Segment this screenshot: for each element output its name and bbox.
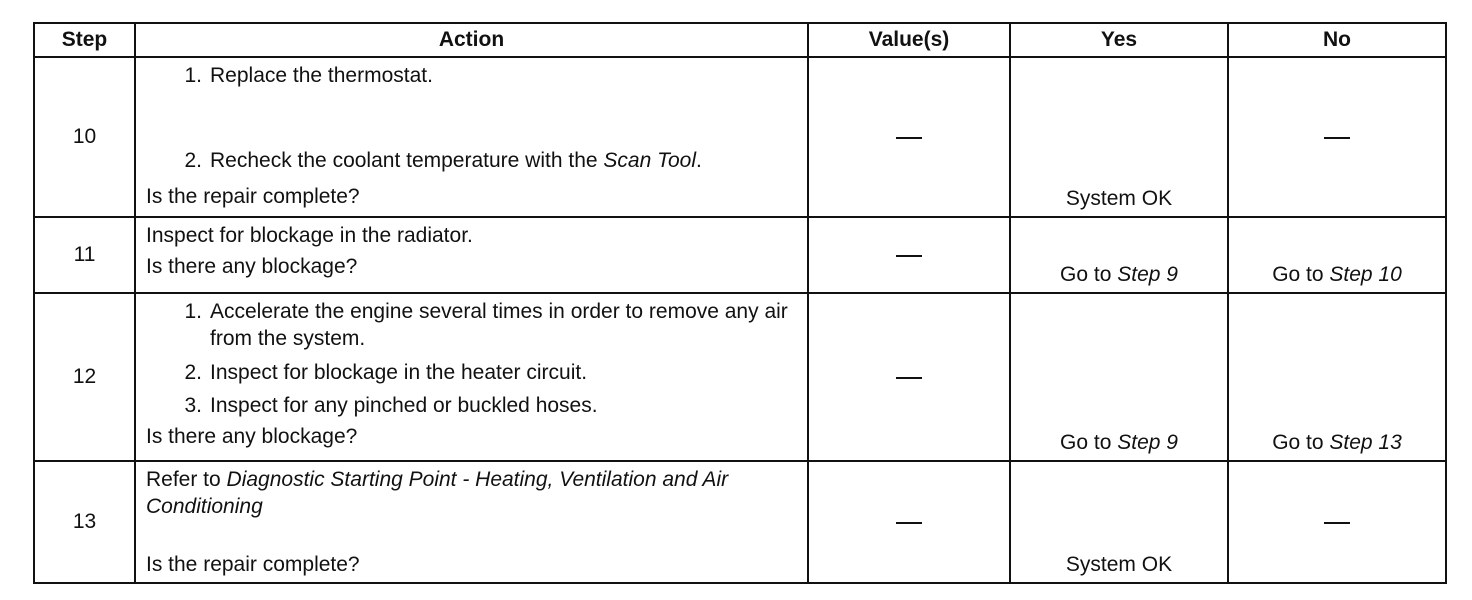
table-row — [34, 217, 1446, 293]
header-action: Action — [135, 23, 808, 57]
action-cell — [135, 57, 808, 217]
header-row — [34, 23, 1446, 57]
step-number: 10 — [34, 57, 135, 217]
header-no: No — [1228, 23, 1446, 57]
header-yes: Yes — [1010, 23, 1228, 57]
item-text: Inspect for any pinched or buckled hoses. — [210, 393, 598, 417]
dash-mark — [896, 377, 922, 379]
header-values: Value(s) — [808, 23, 1010, 57]
action-item — [146, 298, 797, 353]
item-number: 2. — [184, 360, 202, 384]
table-row — [34, 293, 1446, 461]
header-step: Step — [34, 23, 135, 57]
action-question: Is the repair complete? — [146, 184, 360, 208]
item-text: Inspect for blockage in the heater circuit. — [210, 360, 588, 384]
no-cell: Go to Step 10 — [1228, 217, 1446, 293]
item-number: 1. — [184, 64, 202, 87]
item-number: 2. — [184, 149, 202, 173]
value-cell — [808, 217, 1010, 293]
value-cell — [808, 461, 1010, 583]
no-cell: Go to Step 13 — [1228, 293, 1446, 461]
yes-cell: Go to Step 9 — [1010, 293, 1228, 461]
action-question: Is there any blockage? — [146, 425, 358, 449]
diagnostic-table — [33, 22, 1447, 584]
no-cell — [1228, 461, 1446, 583]
table-row — [34, 57, 1446, 217]
action-item — [146, 392, 797, 419]
item-text: Recheck the coolant temperature with the Scan Tool. — [210, 149, 702, 173]
dash-mark — [896, 137, 922, 139]
action-cell — [135, 217, 808, 293]
action-cell — [135, 293, 808, 461]
dash-mark — [1324, 137, 1350, 139]
item-text: Replace the thermostat. — [210, 64, 433, 87]
action-item — [146, 147, 797, 174]
action-item — [146, 359, 797, 386]
action-question: Is the repair complete? — [146, 552, 360, 576]
item-number: 1. — [184, 300, 202, 323]
step-number: 12 — [34, 293, 135, 461]
yes-cell: Go to Step 9 — [1010, 217, 1228, 293]
no-cell — [1228, 57, 1446, 217]
action-item — [146, 62, 797, 89]
dash-mark — [1324, 522, 1350, 524]
step-number: 11 — [34, 217, 135, 293]
action-line: Refer to Diagnostic Starting Point - Heating, Ventilation and Air Conditioning — [146, 468, 729, 519]
action-question: Is there any blockage? — [146, 255, 358, 279]
table-row — [34, 461, 1446, 583]
item-number: 3. — [184, 393, 202, 417]
dash-mark — [896, 522, 922, 524]
yes-cell: System OK — [1010, 461, 1228, 583]
action-cell — [135, 461, 808, 583]
value-cell — [808, 57, 1010, 217]
step-number: 13 — [34, 461, 135, 583]
yes-cell: System OK — [1010, 57, 1228, 217]
dash-mark — [896, 255, 922, 257]
value-cell — [808, 293, 1010, 461]
action-line: Inspect for blockage in the radiator. — [146, 224, 473, 247]
item-text: Accelerate the engine several times in order to remove any air from the system. — [210, 300, 788, 351]
